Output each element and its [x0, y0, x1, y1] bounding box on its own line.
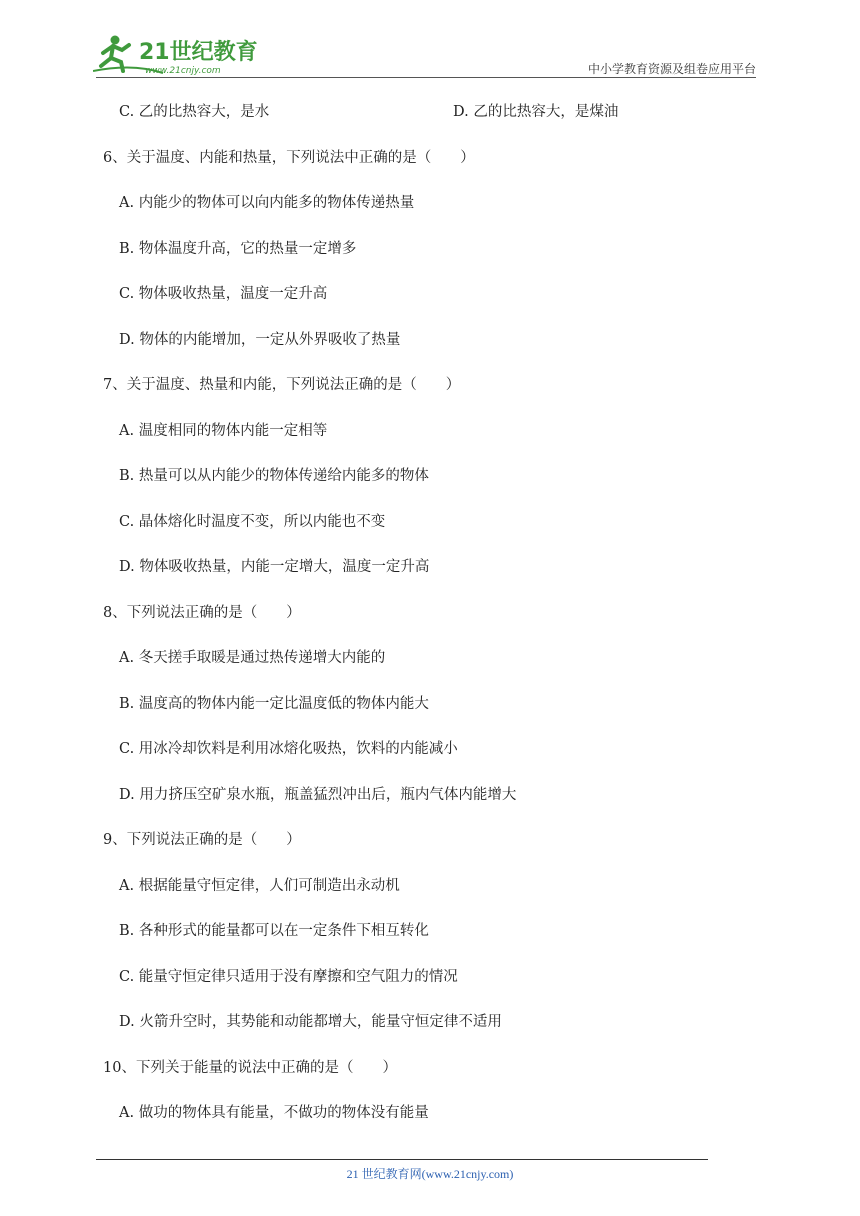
- q5-option-c: C. 乙的比热容大，是水: [119, 104, 270, 120]
- logo-21cnjy: [93, 33, 263, 77]
- q8-option-c: C. 用冰冷却饮料是利用冰熔化吸热，饮料的内能减小: [119, 741, 458, 757]
- q9-option-d: D. 火箭升空时，其势能和动能都增大，能量守恒定律不适用: [119, 1014, 502, 1030]
- q6-option-d: D. 物体的内能增加，一定从外界吸收了热量: [119, 332, 401, 348]
- footer-divider: [96, 1159, 708, 1160]
- q10-option-a: A. 做功的物体具有能量，不做功的物体没有能量: [119, 1105, 429, 1121]
- q8-option-b: B. 温度高的物体内能一定比温度低的物体内能大: [119, 696, 429, 712]
- q7-stem: 7、关于温度、热量和内能，下列说法正确的是（ ）: [103, 377, 461, 393]
- q6-stem: 6、关于温度、内能和热量，下列说法中正确的是（ ）: [103, 150, 475, 166]
- q9-option-b: B. 各种形式的能量都可以在一定条件下相互转化: [119, 923, 429, 939]
- footer-text: 21 世纪教育网(www.21cnjy.com): [346, 1167, 514, 1181]
- q6-option-c: C. 物体吸收热量，温度一定升高: [119, 286, 328, 302]
- q6-option-a: A. 内能少的物体可以向内能多的物体传递热量: [119, 195, 415, 211]
- q5-option-d: D. 乙的比热容大，是煤油: [453, 104, 619, 120]
- platform-name: 中小学教育资源及组卷应用平台: [587, 62, 756, 76]
- q7-option-b: B. 热量可以从内能少的物体传递给内能多的物体: [119, 468, 429, 484]
- q7-option-c: C. 晶体熔化时温度不变，所以内能也不变: [119, 514, 386, 530]
- q9-option-c: C. 能量守恒定律只适用于没有摩擦和空气阻力的情况: [119, 969, 458, 985]
- q8-option-a: A. 冬天搓手取暖是通过热传递增大内能的: [119, 650, 386, 666]
- header-divider: [96, 77, 756, 78]
- q7-option-d: D. 物体吸收热量，内能一定增大，温度一定升高: [119, 559, 430, 575]
- q10-stem: 10、下列关于能量的说法中正确的是（ ）: [103, 1060, 397, 1076]
- q9-stem: 9、下列说法正确的是（ ）: [103, 832, 301, 848]
- logo-text: 21世纪教育: [139, 40, 258, 65]
- q7-option-a: A. 温度相同的物体内能一定相等: [119, 423, 328, 439]
- q9-option-a: A. 根据能量守恒定律，人们可制造出永动机: [119, 878, 400, 894]
- page-header: [0, 0, 860, 80]
- q8-stem: 8、下列说法正确的是（ ）: [103, 605, 301, 621]
- q8-option-d: D. 用力挤压空矿泉水瓶，瓶盖猛烈冲出后，瓶内气体内能增大: [119, 787, 517, 803]
- q6-option-b: B. 物体温度升高，它的热量一定增多: [119, 241, 357, 257]
- logo-url: www.21cnjy.com: [145, 66, 221, 76]
